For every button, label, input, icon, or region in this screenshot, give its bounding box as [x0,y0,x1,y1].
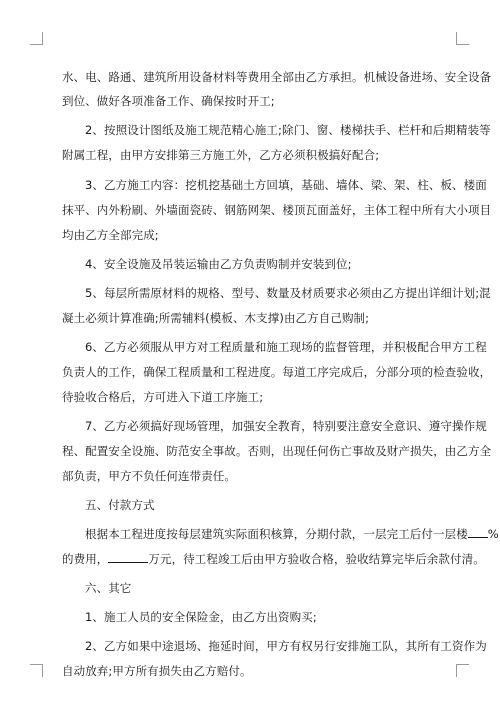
settlement-text: 万元，待工程竣工后由甲方验收合格，验收结算完毕后余款付清。 [148,552,485,566]
text-line: 自动放弃;甲方所有损失由乙方赔付。 [62,664,252,678]
crop-mark-top-right [456,32,469,45]
text-line: 待验收合格后，方可进入下道工序施工; [62,390,264,404]
text-line [85,527,499,541]
payment-text: 根据本工程进度按每层建筑实际面积核算，分期付款，一层完工后付一层楼 [85,527,468,541]
crop-mark-bottom-left [30,664,43,677]
section-heading: 六、其它 [85,581,132,595]
amount-blank [108,552,148,563]
text-line: 7、乙方必须搞好现场管理，加强安全教育，特别要注意安全意识、遵守操作规 [85,419,487,433]
text-line: 2、按照设计图纸及施工规范精心施工;除门、窗、楼梯扶手、栏杆和后期精装等 [85,123,491,137]
text-line: 部负责，甲方不负任何连带责任。 [62,469,236,483]
text-line [62,552,485,566]
section-heading: 五、付款方式 [85,498,155,512]
text-line: 4、安全设施及吊装运输由乙方负责购制并安装到位; [85,257,352,271]
text-line: 均由乙方全部完成; [62,228,159,242]
fee-text: 的费用， [62,552,109,566]
crop-mark-bottom-right [456,664,469,677]
text-line: 6、乙方必须服从甲方对工程质量和施工现场的监督管理，并积极配合甲方工程 [85,340,487,354]
text-line: 到位、做好各项准备工作、确保按时开工; [62,94,275,108]
text-line: 3、乙方施工内容：挖机挖基础土方回填，基础、墙体、梁、架、柱、板、楼面 [85,178,487,192]
text-line: 抹平、内外粉刷、外墙面瓷砖、钢筋网架、楼顶瓦面盖好，主体工程中所有大小项目 [62,203,492,217]
text-line: 5、每层所需原材料的规格、型号、数量及材质要求必须由乙方提出详细计划;混 [85,286,491,300]
text-line: 凝土必须计算准确;所需辅料(模板、木支撑)由乙方自己购制; [62,311,370,325]
text-line: 附属工程，由甲方安排第三方施工外，乙方必须积极搞好配合; [62,148,380,162]
text-line: 负责人的工作，确保工程质量和工程进度。每道工序完成后，分部分项的检查验收， [62,365,492,379]
text-line: 程、配置安全设施、防范安全事故。否则，出现任何伤亡事故及财产损失，由乙方全 [62,444,492,458]
percent-blank [468,527,488,538]
percent-sign: % [487,527,499,541]
crop-mark-top-left [30,32,43,45]
text-line: 2、乙方如果中途退场、拖延时间，甲方有权另行安排施工队，其所有工资作为 [85,639,487,653]
text-line: 1、施工人员的安全保险金，由乙方出资购买; [85,610,317,624]
text-line: 水、电、路通、建筑所用设备材料等费用全部由乙方承担。机械设备进场、安全设备 [62,70,492,84]
